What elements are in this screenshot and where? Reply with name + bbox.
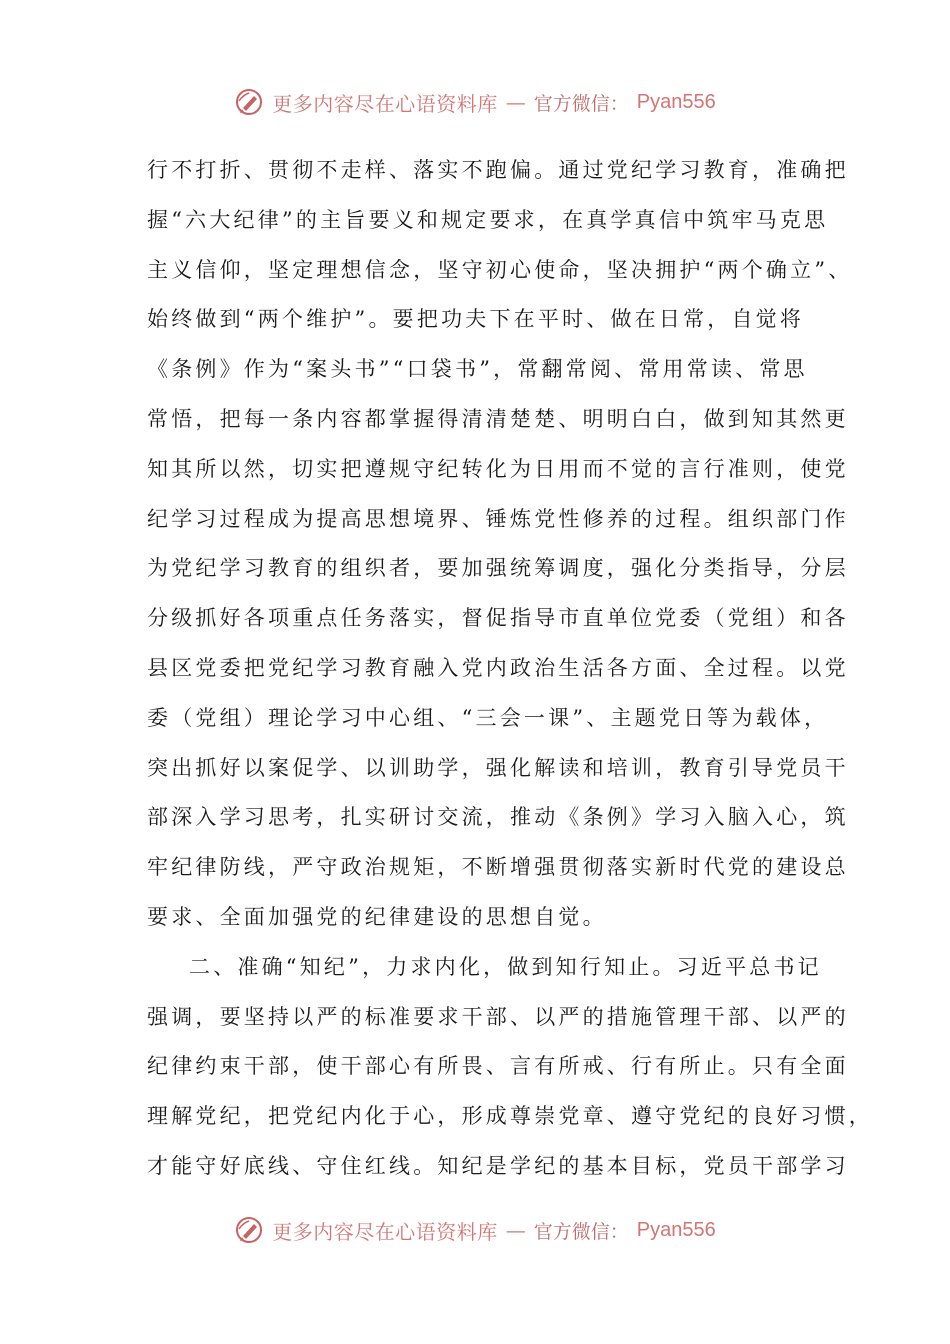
pen-seal-icon — [234, 1215, 264, 1245]
text-line: 行不打折、贯彻不走样、落实不跑偏。通过党纪学习教育，准确把 — [147, 158, 849, 182]
footer-wechat-id: Pyan556 — [636, 1218, 716, 1241]
pen-seal-icon — [234, 87, 264, 117]
text-line: 常悟，把每一条内容都掌握得清清楚楚、明明白白，做到知其然更 — [147, 406, 849, 431]
header-banner-text: 更多内容尽在心语资料库 — [272, 91, 498, 116]
header-banner — [0, 82, 950, 122]
text-line: 强调，要坚持以严的标准要求干部、以严的措施管理干部、以严的 — [147, 1004, 849, 1029]
document-body — [147, 146, 873, 1192]
section-heading-line: 二、准确“知纪”，力求内化，做到知行知止。习近平总书记 — [189, 954, 822, 979]
text-line: 主义信仰，坚定理想信念，坚守初心使命，坚决拥护“两个确立”、 — [147, 257, 853, 282]
text-line: 牢纪律防线，严守政治规矩，不断增强贯彻落实新时代党的建设总 — [147, 855, 849, 880]
text-line: 纪律约束干部，使干部心有所畏、言有所戒、行有所止。只有全面 — [147, 1054, 849, 1079]
footer-banner-text: 更多内容尽在心语资料库 — [272, 1219, 498, 1244]
text-line: 《条例》作为“案头书”“口袋书”，常翻常阅、常用常读、常思 — [147, 357, 808, 382]
text-line: 突出抓好以案促学、以训助学，强化解读和培训，教育引导党员干 — [147, 755, 849, 780]
footer-official-label: 官方微信： — [533, 1220, 629, 1243]
text-line: 为党纪学习教育的组织者，要加强统筹调度，强化分类指导，分层 — [147, 556, 849, 581]
text-line: 始终做到“两个维护”。要把功夫下在平时、做在日常，自觉将 — [147, 307, 805, 332]
text-line: 纪学习过程成为提高思想境界、锤炼党性修养的过程。组织部门作 — [147, 506, 849, 531]
text-line: 握“六大纪律”的主旨要义和规定要求，在真学真信中筑牢马克思 — [147, 207, 829, 232]
text-line: 才能守好底线、守住红线。知纪是学纪的基本目标，党员干部学习 — [147, 1153, 849, 1178]
text-line: 部深入学习思考，扎实研讨交流，推动《条例》学习入脑入心，筑 — [147, 805, 849, 830]
header-official-label: 官方微信： — [533, 92, 629, 115]
text-line: 县区党委把党纪学习教育融入党内政治生活各方面、全过程。以党 — [147, 655, 849, 680]
footer-banner — [0, 1210, 950, 1250]
text-line: 知其所以然，切实把遵规守纪转化为日用而不觉的言行准则，使党 — [147, 456, 849, 481]
text-line: 分级抓好各项重点任务落实，督促指导市直单位党委（党组）和各 — [147, 606, 849, 631]
header-banner-dash: — — [505, 90, 526, 114]
text-line: 委（党组）理论学习中心组、“三会一课”、主题党日等为载体， — [147, 705, 829, 730]
header-wechat-id: Pyan556 — [636, 90, 716, 113]
text-line: 理解党纪，把党纪内化于心，形成尊崇党章、遵守党纪的良好习惯， — [147, 1104, 873, 1129]
footer-banner-dash: — — [505, 1218, 526, 1242]
text-line: 要求、全面加强党的纪律建设的思想自觉。 — [147, 904, 607, 929]
